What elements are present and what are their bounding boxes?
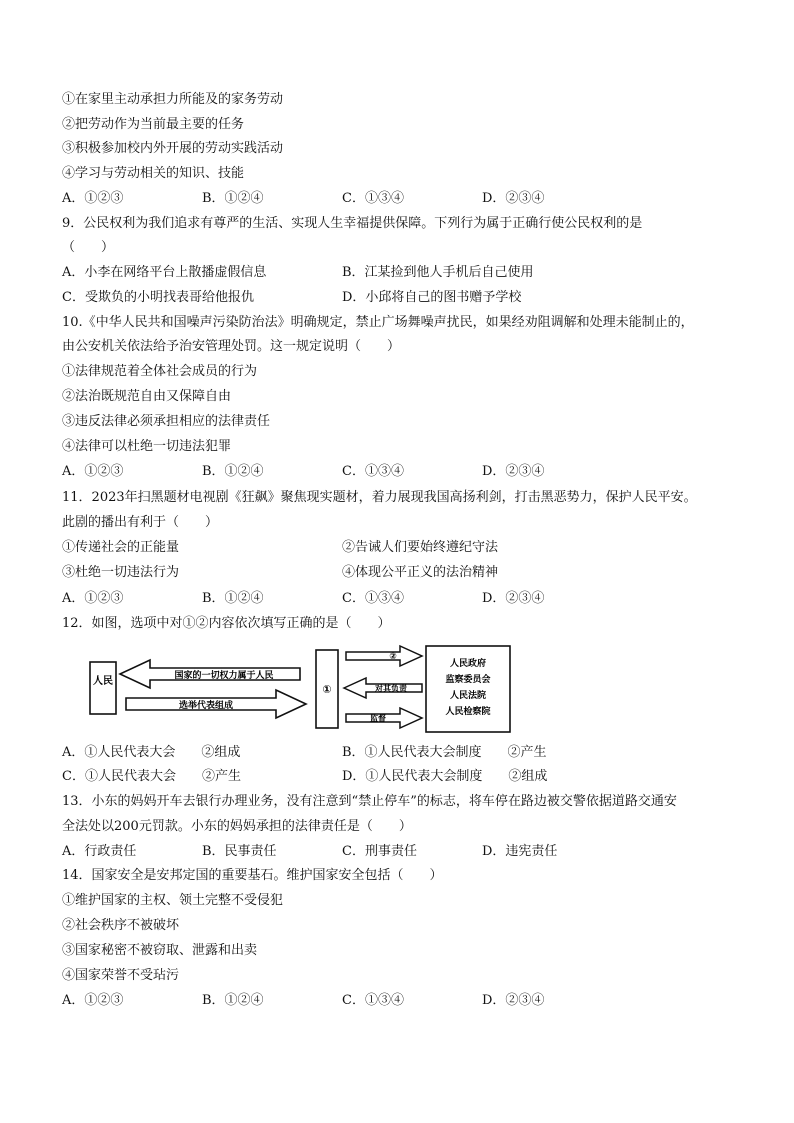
- choice-a: A．①②③: [62, 191, 124, 206]
- statement-3: ③杜绝一切违法行为: [62, 565, 180, 580]
- question-12-choices-row1: [62, 743, 742, 763]
- choice-b: B．①②④: [202, 191, 264, 206]
- statement-3: ③积极参加校内外开展的劳动实践活动: [62, 141, 284, 156]
- question-10-stem-line1: 10.《中华人民共和国噪声污染防治法》明确规定，禁止广场舞噪声扰民，如果经劝阻调解和处理未能制止的，: [62, 315, 694, 330]
- choice-c: C．受欺负的小明找表哥给他报仇: [62, 290, 254, 305]
- choice-a: A．①人民代表大会 ②组成: [62, 745, 241, 760]
- statement-4: ④法律可以杜绝一切违法犯罪: [62, 439, 232, 454]
- choice-c: C．①③④: [342, 464, 404, 479]
- people-box: [90, 662, 116, 714]
- choice-c: C．①③④: [342, 191, 404, 206]
- choice-d: D．②③④: [482, 464, 545, 479]
- question-12-stem: 12．如图，选项中对①②内容依次填写正确的是（ ）: [62, 616, 391, 631]
- question-9-stem: 9．公民权利为我们追求有尊严的生活、实现人生幸福提供保障。下列行为属于正确行使公民权利的是: [62, 216, 643, 231]
- choice-d: D．②③④: [482, 591, 545, 606]
- statement-3: ③违反法律必须承担相应的法律责任: [62, 414, 271, 429]
- statement-2: ②社会秩序不被破坏: [62, 918, 180, 933]
- choice-b: B．①②④: [202, 591, 264, 606]
- choice-d: D．②③④: [482, 993, 545, 1008]
- statement-1: ①法律规范着全体社会成员的行为: [62, 364, 258, 379]
- arrow-2-shape: [346, 646, 422, 666]
- arrow-2-label: ②: [389, 652, 397, 662]
- organ-procuratorate: 人民检察院: [445, 707, 491, 717]
- statement-4: ④国家荣誉不受玷污: [62, 968, 180, 983]
- choice-b: B．江某捡到他人手机后自己使用: [342, 265, 534, 280]
- choice-b: B．①②④: [202, 993, 264, 1008]
- question-9-choices-row1: [62, 263, 742, 283]
- choice-b: B．①②④: [202, 464, 264, 479]
- choice-c: C．①③④: [342, 993, 404, 1008]
- choice-c: C．①③④: [342, 591, 404, 606]
- organ-supervisory: 监察委员会: [445, 675, 491, 685]
- choice-d: D．②③④: [482, 191, 545, 206]
- question-9-choices-row2: [62, 288, 742, 308]
- choice-c: C．刑事责任: [342, 844, 417, 859]
- statement-1: ①在家里主动承担力所能及的家务劳动: [62, 92, 284, 107]
- arrow-responsible-label: 对其负责: [375, 684, 407, 693]
- question-13-choices: [62, 842, 742, 862]
- organ-court: 人民法院: [449, 691, 487, 701]
- statement-4: ④学习与劳动相关的知识、技能: [62, 166, 245, 181]
- statement-1: ①维护国家的主权、领土完整不受侵犯: [62, 893, 284, 908]
- state-structure-diagram: [88, 644, 550, 734]
- choice-a: A．①②③: [62, 993, 124, 1008]
- question-14-stem: 14．国家安全是安邦定国的重要基石。维护国家安全包括（ ）: [62, 868, 443, 883]
- statement-2: ②法治既规范自由又保障自由: [62, 389, 232, 404]
- statement-2: ②把劳动作为当前最主要的任务: [62, 117, 245, 132]
- question-11-stem-line2: 此剧的播出有利于（ ）: [62, 515, 219, 530]
- choice-a: A．①②③: [62, 464, 124, 479]
- question-9-paren: （ ）: [62, 240, 115, 255]
- choice-b: B．①人民代表大会制度 ②产生: [342, 745, 547, 760]
- question-14-choices: [62, 991, 742, 1011]
- question-12-choices-row2: [62, 767, 742, 787]
- organ-government: 人民政府: [449, 659, 487, 669]
- question-10-choices: [62, 462, 742, 482]
- choices-row: [62, 189, 742, 209]
- choice-a: A．①②③: [62, 591, 124, 606]
- arrow-supervise-label: 监督: [370, 714, 386, 723]
- statement-4: ④体现公平正义的法治精神: [342, 565, 499, 580]
- people-label: 人民: [93, 676, 113, 687]
- choice-d: D．违宪责任: [482, 844, 558, 859]
- arrow-bottom-label: 选举代表组成: [178, 701, 234, 711]
- choice-d: D．小邱将自己的图书赠予学校: [342, 290, 522, 305]
- choice-a: A．小李在网络平台上散播虚假信息: [62, 265, 267, 280]
- question-13-stem-line2: 全法处以200元罚款。小东的妈妈承担的法律责任是（ ）: [62, 819, 412, 834]
- question-11-items-row1: [62, 538, 742, 558]
- choice-b: B．民事责任: [202, 844, 277, 859]
- statement-2: ②告诫人们要始终遵纪守法: [342, 540, 499, 555]
- center-label: ①: [322, 683, 332, 696]
- question-11-choices: [62, 589, 742, 609]
- question-13-stem-line1: 13．小东的妈妈开车去银行办理业务，没有注意到“禁止停车”的标志，将车停在路边被交警依据道路交通安: [62, 794, 677, 809]
- choice-d: D．①人民代表大会制度 ②组成: [342, 769, 548, 784]
- question-10-stem-line2: 由公安机关依法给予治安管理处罚。这一规定说明（ ）: [62, 339, 401, 354]
- statement-1: ①传递社会的正能量: [62, 540, 180, 555]
- choice-c: C．①人民代表大会 ②产生: [62, 769, 241, 784]
- choice-a: A．行政责任: [62, 844, 137, 859]
- question-11-stem-line1: 11．2023年扫黑题材电视剧《狂飙》聚焦现实题材，着力展现我国高扬利剑，打击黑恶势力，保护人民平安。: [62, 490, 697, 505]
- statement-3: ③国家秘密不被窃取、泄露和出卖: [62, 943, 258, 958]
- question-11-items-row2: [62, 563, 742, 583]
- arrow-top-label: 国家的一切权力属于人民: [174, 671, 274, 681]
